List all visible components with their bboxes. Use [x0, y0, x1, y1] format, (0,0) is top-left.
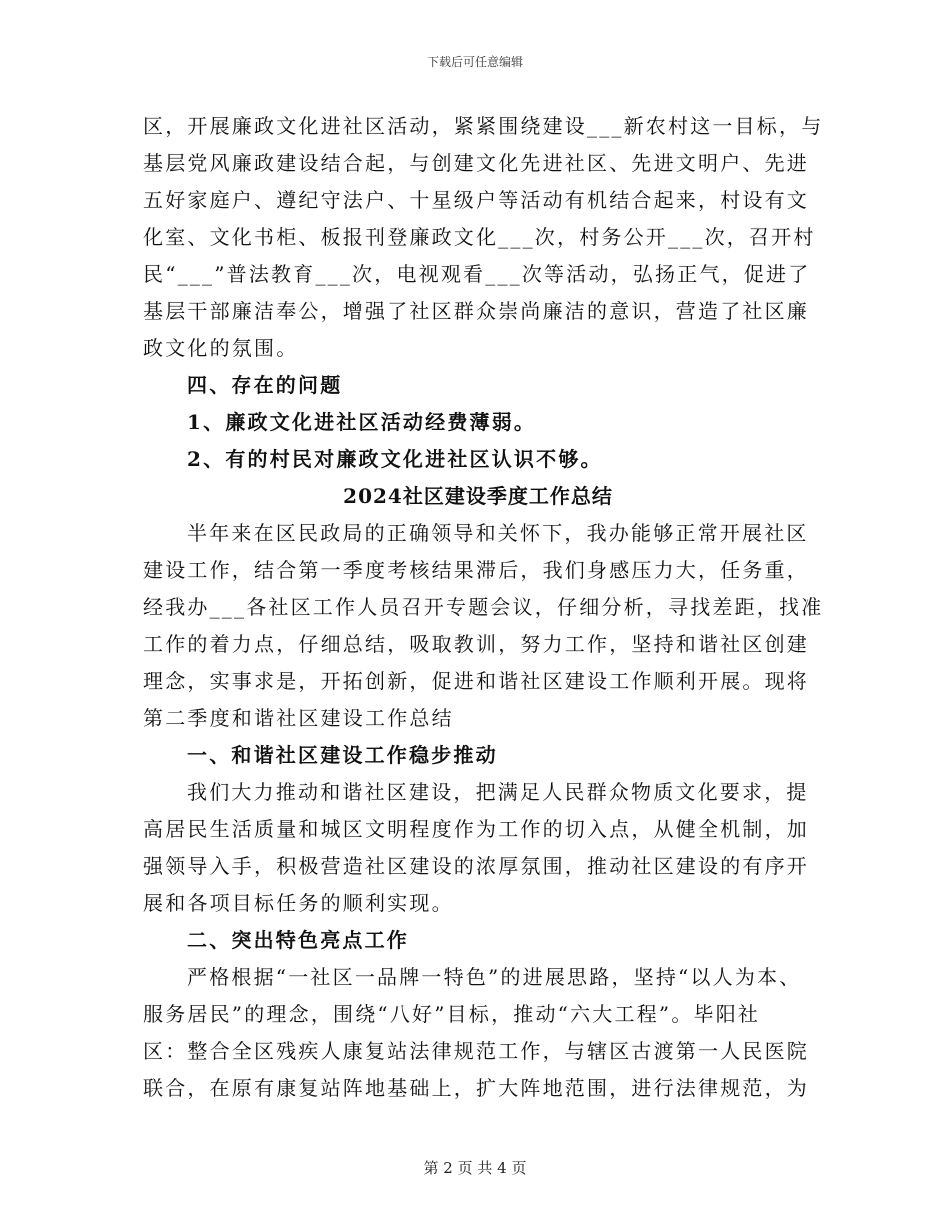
body-line-26: 区：整合全区残疾人康复站法律规范工作，与辖区古渡第一人民医院 [143, 1039, 809, 1063]
body-line-2: 基层党风廉政建设结合起，与创建文化先进社区、先进文明户、先进 [143, 151, 809, 175]
body-line-12: 半年来在区民政局的正确领导和关怀下，我办能够正常开展社区 [187, 521, 809, 545]
problem-item-1: 1、廉政文化进社区活动经费薄弱。 [187, 410, 537, 434]
body-line-25: 服务居民”的理念，围绕“八好”目标，推动“六大工程”。毕阳社 [143, 1002, 761, 1026]
body-line-13: 建设工作，结合第一季度考核结果滞后，我们身感压力大，任务重， [143, 558, 809, 582]
body-line-15: 工作的着力点，仔细总结，吸取教训，努力工作，坚持和谐社区创建 [143, 632, 809, 656]
body-line-4: 化室、文化书柜、板报刊登廉政文化___次，村务公开___次，召开村 [143, 225, 816, 249]
page-number: 第 2 页 共 4 页 [423, 1159, 527, 1177]
page-header-note: 下载后可任意编辑 [426, 55, 523, 69]
body-line-7: 政文化的氛围。 [143, 336, 299, 360]
document-title: 2024社区建设季度工作总结 [343, 484, 613, 508]
body-line-16: 理念，实事求是，开拓创新，促进和谐社区建设工作顺利开展。现将 [143, 669, 809, 693]
body-line-1: 区，开展廉政文化进社区活动，紧紧围绕建设___新农村这一目标，与 [143, 114, 824, 138]
body-line-19: 我们大力推动和谐社区建设，把满足人民群众物质文化要求，提 [187, 780, 809, 804]
body-line-5: 民“___”普法教育___次，电视观看___次等活动，弘扬正气，促进了 [143, 262, 811, 286]
body-line-22: 展和各项目标任务的顺利实现。 [143, 891, 454, 915]
body-line-6: 基层干部廉洁奉公，增强了社区群众崇尚廉洁的意识，营造了社区廉 [143, 299, 809, 323]
body-line-3: 五好家庭户、遵纪守法户、十星级户等活动有机结合起来，村设有文 [143, 188, 809, 212]
body-line-20: 高居民生活质量和城区文明程度作为工作的切入点，从健全机制，加 [143, 817, 809, 841]
body-line-21: 强领导入手，积极营造社区建设的浓厚氛围，推动社区建设的有序开 [143, 854, 809, 878]
body-line-17: 第二季度和谐社区建设工作总结 [143, 706, 454, 730]
body-line-27: 联合，在原有康复站阵地基础上，扩大阵地范围，进行法律规范，为 [143, 1076, 809, 1100]
document-body [143, 108, 824, 1107]
section-heading-1: 一、和谐社区建设工作稳步推动 [187, 743, 498, 767]
body-line-24: 严格根据“一社区一品牌一特色”的进展思路，坚持“以人为本、 [187, 965, 802, 989]
problem-item-2: 2、有的村民对廉政文化进社区认识不够。 [187, 447, 603, 471]
body-line-14: 经我办___各社区工作人员召开专题会议，仔细分析，寻找差距，找准 [143, 595, 824, 619]
section-heading-2: 二、突出特色亮点工作 [187, 928, 409, 952]
section-heading-problems: 四、存在的问题 [187, 373, 343, 397]
